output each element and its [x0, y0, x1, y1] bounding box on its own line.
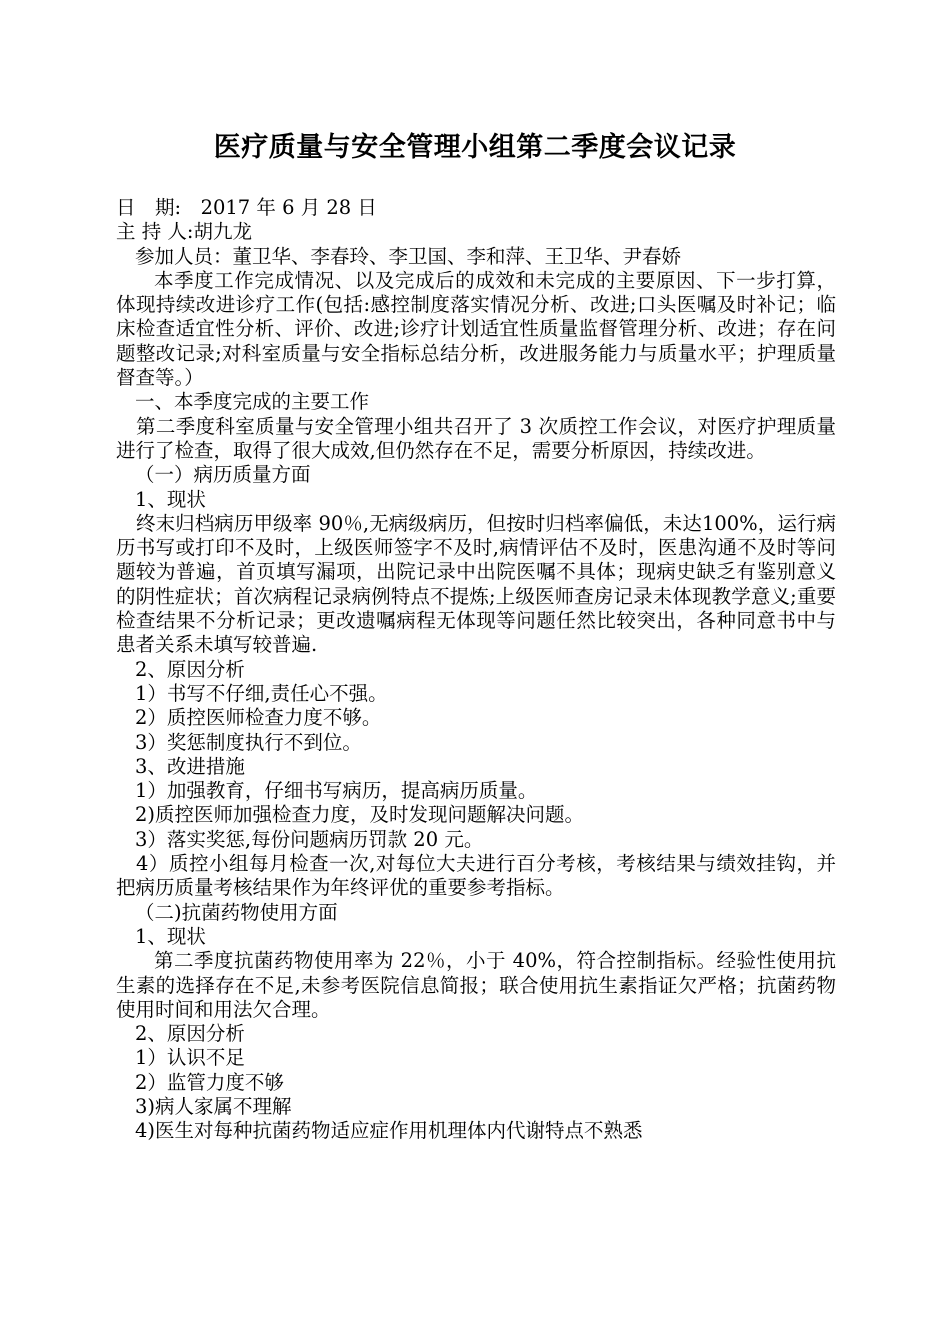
document-title: 医疗质量与安全管理小组第二季度会议记录: [213, 132, 737, 163]
part1-measure-item: 3）落实奖惩,每份问题病历罚款 20 元。: [135, 827, 484, 851]
part1-status-heading: 1、现状: [135, 487, 206, 511]
part2-cause-heading: 2、原因分析: [135, 1022, 245, 1046]
part1-cause-heading: 2、原因分析: [135, 657, 245, 681]
meeting-attendees: 参加人员：董卫华、李春玲、李卫国、李和萍、王卫华、尹春娇: [135, 244, 682, 268]
document-body: [116, 196, 836, 1144]
part2-cause-item: 4)医生对每种抗菌药物适应症作用机理体内代谢特点不熟悉: [135, 1119, 643, 1143]
part1-cause-item: 1）书写不仔细,责任心不强。: [135, 681, 388, 705]
section1-summary: 第二季度科室质量与安全管理小组共召开了 3 次质控工作会议，对医疗护理质量进行了检查，取得了很大成效,但仍然存在不足，需要分析原因，持续改进。: [116, 414, 836, 462]
part1-cause-item: 3）奖惩制度执行不到位。: [135, 730, 362, 754]
part1-cause-item: 2）质控医师检查力度不够。: [135, 706, 382, 730]
part2-cause-item: 2）监管力度不够: [135, 1070, 284, 1094]
part1-measure-heading: 3、改进措施: [135, 754, 245, 778]
part1-measure-item: 2)质控医师加强检查力度，及时发现问题解决问题。: [135, 803, 585, 827]
part2-status-heading: 1、现状: [135, 924, 206, 948]
intro-paragraph: 本季度工作完成情况、以及完成后的成效和未完成的主要原因、下一步打算，体现持续改进诊疗工作(包括:感控制度落实情况分析、改进;口头医嘱及时补记；临床检查适宜性分析、评价、改进;诊疗计划适宜性质量监督管理分析、改进；存在问题整改记录;对科室质量与安全指标总结分析，改进服务能力与质量水平；护理质量督查等。）: [116, 268, 836, 390]
part1-measure-item: 1）加强教育，仔细书写病历，提高病历质量。: [135, 779, 538, 803]
part2-status-text: 第二季度抗菌药物使用率为 22％，小于 40%，符合控制指标。经验性使用抗生素的选择存在不足,未参考医院信息简报；联合使用抗生素指证欠严格；抗菌药物使用时间和用法欠合理。: [116, 949, 836, 1021]
section1-heading: 一、本季度完成的主要工作: [135, 390, 370, 414]
part1-status-text: 终末归档病历甲级率 90％,无病级病历，但按时归档率偏低，未达100%，运行病历书写或打印不及时，上级医师签字不及时,病情评估不及时，医患沟通不及时等问题较为普遍，首页填写漏项，出院记录中出院医嘱不具体；现病史缺乏有鉴别意义的阴性症状；首次病程记录病例特点不提炼;上级医师查房记录未体现教学意义;重要检查结果不分析记录；更改遗嘱病程无体现等问题任然比较突出，各种同意书中与患者关系未填写较普遍.: [116, 511, 836, 657]
part1-measure-item: 4）质控小组每月检查一次,对每位大夫进行百分考核，考核结果与绩效挂钩，并把病历质量考核结果作为年终评优的重要参考指标。: [116, 852, 836, 900]
part2-heading: （二)抗菌药物使用方面: [135, 900, 338, 924]
part2-cause-item: 1）认识不足: [135, 1046, 245, 1070]
meeting-date: 日 期: 2017 年 6 月 28 日: [116, 196, 377, 219]
part2-cause-item: 3)病人家属不理解: [135, 1094, 292, 1118]
part1-heading: （一）病历质量方面: [135, 463, 311, 487]
meeting-host: 主 持 人:胡九龙: [116, 220, 252, 244]
